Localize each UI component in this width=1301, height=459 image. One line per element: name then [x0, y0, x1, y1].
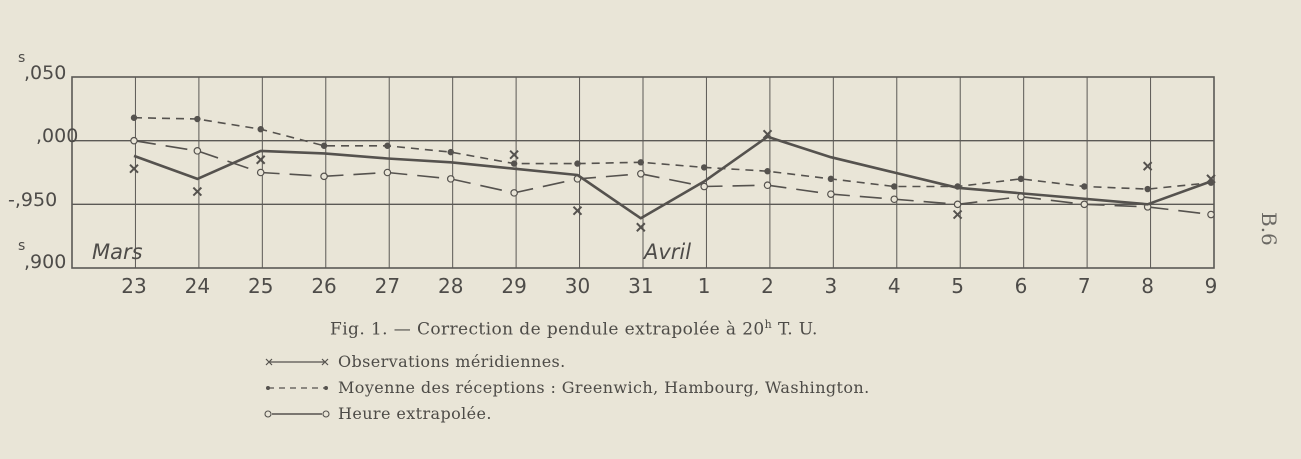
data-point-cross: [510, 151, 518, 159]
data-point-dot: [384, 143, 390, 149]
series-line-solid: [134, 137, 1211, 219]
y-tick-label: ,050: [24, 62, 67, 84]
x-tick-label: 1: [697, 274, 711, 298]
caption-fig-label: Fig. 1. —: [330, 319, 417, 340]
data-point-cross: [573, 207, 581, 215]
x-tick-label: 30: [564, 274, 591, 298]
legend-cross-icon: [262, 355, 332, 369]
data-point-dot: [194, 116, 200, 122]
data-point-dot: [828, 176, 834, 182]
data-point-circle: [384, 169, 390, 175]
data-point-dot: [511, 160, 517, 166]
data-point-cross: [130, 165, 138, 173]
data-point-dot: [1018, 176, 1024, 182]
x-tick-label: 3: [824, 274, 838, 298]
data-point-circle: [448, 176, 454, 182]
data-point-dot: [448, 149, 454, 155]
data-point-circle: [828, 191, 834, 197]
data-point-circle: [954, 201, 960, 207]
data-point-dot: [574, 160, 580, 166]
caption-text-end: T. U.: [772, 319, 818, 340]
data-point-circle: [701, 183, 707, 189]
side-label: B.6: [1257, 212, 1281, 246]
x-tick-label: 26: [311, 274, 337, 298]
caption-sup: h: [764, 318, 773, 331]
legend-label-observations: Observations méridiennes.: [338, 352, 566, 371]
data-point-circle: [511, 190, 517, 196]
figure-caption: [330, 318, 818, 340]
x-tick-label: 6: [1014, 274, 1028, 298]
x-tick-label: 24: [184, 274, 211, 298]
data-point-cross: [637, 223, 645, 231]
data-point-circle: [1081, 201, 1087, 207]
data-point-circle: [764, 182, 770, 188]
data-point-dot: [1081, 183, 1087, 189]
x-tick-label: 23: [121, 274, 147, 298]
data-point-circle: [891, 196, 897, 202]
y-tick-label: ,000: [36, 125, 79, 147]
x-axis-labels: [121, 274, 1217, 298]
y-unit-label: s: [18, 50, 26, 66]
x-tick-label: 29: [501, 274, 527, 298]
data-point-dot: [321, 143, 327, 149]
x-tick-label: 8: [1141, 274, 1155, 298]
month-label-mars: Mars: [92, 240, 143, 264]
y-tick-label: -,950: [8, 189, 58, 211]
legend-item-extrapolee: [262, 404, 492, 423]
x-tick-label: 7: [1077, 274, 1091, 298]
data-point-dot: [638, 159, 644, 165]
data-point-cross: [257, 156, 265, 164]
y-tick-label: ,900: [24, 251, 67, 273]
data-point-dot: [258, 126, 264, 132]
x-tick-label: 9: [1204, 274, 1218, 298]
data-point-circle: [258, 169, 264, 175]
data-point-dot: [131, 115, 137, 121]
data-point-circle: [638, 171, 644, 177]
data-point-dot: [891, 183, 897, 189]
y-axis-labels: [8, 50, 78, 273]
data-point-circle: [1208, 211, 1214, 217]
x-tick-label: 25: [247, 274, 274, 298]
data-point-dot: [701, 164, 707, 170]
x-tick-label: 27: [374, 274, 401, 298]
x-tick-label: 5: [951, 274, 964, 298]
month-label-avril: Avril: [644, 240, 692, 264]
x-tick-label: 4: [887, 274, 901, 298]
data-point-dot: [1144, 186, 1150, 192]
legend-label-receptions: Moyenne des réceptions : Greenwich, Hambourg, Washington.: [338, 378, 870, 397]
data-point-circle: [321, 173, 327, 179]
legend-item-receptions: [262, 378, 870, 397]
legend-item-observations: [262, 352, 566, 371]
data-point-dot: [764, 168, 770, 174]
legend-dashed-dot-icon: [262, 381, 332, 395]
x-tick-label: 2: [761, 274, 774, 298]
legend-label-extrapolee: Heure extrapolée.: [338, 404, 492, 423]
y-unit-label: s: [18, 238, 26, 254]
x-tick-label: 31: [628, 274, 654, 298]
legend-circle-icon: [262, 407, 332, 421]
caption-text: Correction de pendule extrapolée à 20: [416, 319, 765, 340]
data-point-cross: [193, 188, 201, 196]
data-point-circle: [194, 148, 200, 154]
chart-series-layer: [130, 115, 1215, 232]
data-point-circle: [131, 137, 137, 143]
x-tick-label: 28: [438, 274, 464, 298]
